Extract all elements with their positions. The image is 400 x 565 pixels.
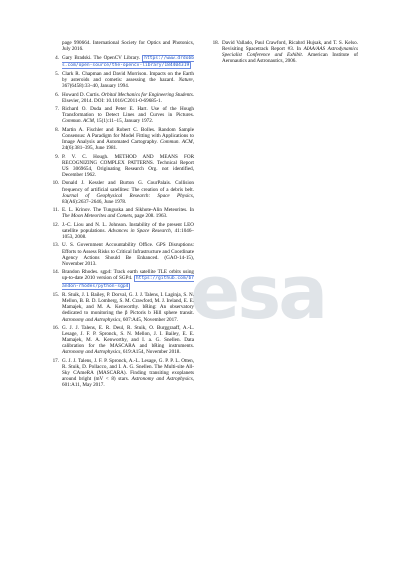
reference-entry bbox=[48, 242, 194, 267]
reference-entry bbox=[48, 71, 194, 89]
references-right-column bbox=[208, 40, 358, 67]
reference-venue: Astronomy and Astrophysics bbox=[62, 349, 121, 356]
reference-number: 14. bbox=[52, 269, 59, 276]
reference-entry bbox=[48, 207, 194, 219]
reference-number: 12. bbox=[52, 221, 59, 228]
reference-number: 11. bbox=[52, 207, 59, 214]
reference-text-segment: David Vallado, Paul Crawford, Ricahrd Hujsak, and T. S. Kelso. Revisiting Spacetrack Report #3. In bbox=[222, 40, 358, 53]
reference-entry bbox=[48, 154, 194, 179]
reference-entry bbox=[48, 127, 194, 152]
references-left-column bbox=[48, 40, 194, 391]
reference-number: 7. bbox=[55, 106, 59, 113]
reference-number: 10. bbox=[52, 180, 59, 187]
reference-entry bbox=[48, 106, 194, 124]
reference-number: 13. bbox=[52, 242, 59, 249]
reference-text-segment: . American Institute of Aeronautics and Astronautics, 2006. bbox=[222, 52, 358, 65]
reference-text-segment: G. J. J. Talens, E. R. Deul, R. Stuik, O. Burggraaff, A.-L. Lesage, J. F. P. Spronck, S. N. Mellon, J. I. Bailey, E. E. Mamajek, M. A. Kenworthy, and I. a. G. Snellen. Data calibration for the MASCARA and bRing instruments. bbox=[62, 324, 194, 350]
reference-text bbox=[62, 222, 194, 240]
reference-text bbox=[222, 40, 358, 65]
esa-watermark: esa bbox=[190, 250, 326, 336]
reference-text bbox=[62, 106, 194, 124]
reference-text-segment: , 15(1):11–15, January 1972. bbox=[93, 118, 154, 125]
reference-venue: Commun. ACM bbox=[62, 118, 94, 125]
reference-text-segment: Martin A. Fischler and Robert C. Bolles. Random Sample Consensus: A Paradigm for Model Fitting with Applications to Image Analysis and Automated Cartography. bbox=[62, 126, 194, 146]
reference-entry bbox=[48, 92, 194, 104]
reference-text bbox=[62, 40, 194, 52]
reference-entry bbox=[48, 180, 194, 205]
reference-text bbox=[62, 154, 194, 179]
reference-text-segment: Clark R. Chapman and David Morrison. Impacts on the Earth by asteroids and cometis: assessing the hazard. bbox=[62, 71, 194, 84]
reference-link[interactable]: https://github.com/brandon-rhodes/python-sgp4 bbox=[62, 276, 194, 289]
reference-text-segment: P. V. C. Hough. METHOD AND MEANS FOR RECOGNIZING COMPLEX PATTERNS. Technical Report US 3069654, Originating Research Org. not identified, December 1962. bbox=[62, 153, 194, 179]
reference-number: 17. bbox=[52, 357, 59, 364]
reference-text-segment: Gary Bradski. The OpenCV Library. bbox=[62, 54, 143, 61]
reference-text-segment: Donald J. Kessler and Burton G. CourPalais. Collision frequency of artificial satellites: The creation of a debris belt. bbox=[62, 180, 194, 193]
reference-number: 15. bbox=[52, 291, 59, 298]
reference-text-segment: , 367(6458):33–40, January 1994. bbox=[62, 77, 194, 90]
reference-venue: The Moon Meteorites and Comets bbox=[62, 213, 132, 220]
reference-number: 6. bbox=[55, 91, 59, 98]
reference-entry bbox=[48, 269, 194, 289]
reference-text-segment: , 83(A6):2637–2646, June 1978. bbox=[62, 192, 194, 205]
reference-venue: Advances in Space Research bbox=[108, 227, 171, 234]
reference-link[interactable]: https://www.drdobbs.com/open-source/the-opencv-library/184404319 bbox=[62, 55, 194, 68]
reference-number: 16. bbox=[52, 324, 59, 331]
reference-venue: Commun. ACM bbox=[159, 139, 193, 146]
reference-number: 5. bbox=[55, 71, 59, 77]
reference-text bbox=[62, 55, 194, 69]
reference-text bbox=[62, 358, 194, 389]
reference-venue: Journal of Geophysical Research: Space Physics bbox=[62, 192, 193, 199]
reference-text-segment: , 41:1046–1053, 2008. bbox=[62, 227, 194, 241]
reference-venue: Astronomy and Astrophysics bbox=[131, 376, 193, 383]
reference-text-segment: . Elsevier, 2014. DOI: 10.1016/C2011-0-69685-1. bbox=[62, 91, 194, 104]
reference-text-segment: , 24(6):381–395, June 1981. bbox=[62, 139, 194, 152]
reference-text-segment: R. Stuik, J. I. Bailey, P. Dorval, G. J. J. Talens, I. Laginja, S. N. Mellon, B. B. D. Lomberg, S. M. Crawford, M. J. Ireland, E. E. Mamajek, and M. A. Kenworthy. bRing: An observatory dedicated to monitoring the β Pictoris b Hill sphere transit. bbox=[62, 291, 194, 317]
reference-text-segment: U. S. Government Accountability Office. GPS Disruptions: Efforts to Assess Risks to Critical Infrastructure and Coordinate Agency Actions Should Be Enhanced. (GAO-14-15), November 2013. bbox=[62, 242, 194, 267]
reference-entry bbox=[48, 292, 194, 323]
reference-text bbox=[62, 242, 194, 267]
reference-text bbox=[62, 207, 194, 219]
reference-text-segment: , 607:A45, November 2017. bbox=[120, 316, 179, 323]
reference-number: 18. bbox=[212, 40, 219, 46]
reference-text-segment: , 619:A154, November 2018. bbox=[120, 349, 181, 356]
reference-text-segment: Richard O. Duda and Peter E. Hart. Use of the Hough Transformation to Detect Lines and Curves in Pictures. bbox=[62, 106, 194, 119]
reference-text-segment: Howard D. Curtis. bbox=[62, 91, 102, 98]
reference-text bbox=[62, 269, 194, 289]
reference-number: 4. bbox=[55, 54, 59, 61]
reference-text-segment: , 601:A11, May 2017. bbox=[62, 376, 195, 389]
reference-venue: Orbital Mechanics for Engineering Students bbox=[101, 91, 193, 98]
reference-number: 9. bbox=[55, 153, 59, 160]
reference-text bbox=[62, 92, 194, 104]
reference-text-segment: page 990664. International Society for Optics and Photonics, July 2016. bbox=[62, 40, 194, 53]
reference-entry bbox=[208, 40, 358, 65]
reference-text-segment: G. J. J. Talens, J. F. P. Spronck, A.-L. Lesage, G. P. P. L. Otten, R. Stuik, D. Pollacco, and I. A. G. Snellen. The Multi-site All-Sky CAmeRA (MASCARA). Finding transiting exoplanets around bright (mV < 8) stars. bbox=[62, 357, 194, 383]
reference-text-segment: Brandon Rhodes. sgp4: Track earth satellite TLE orbits using up-to-date 2010 version of SGP4. bbox=[62, 269, 194, 282]
reference-text bbox=[62, 325, 194, 356]
reference-text bbox=[62, 292, 194, 323]
reference-text bbox=[62, 71, 194, 89]
reference-text-segment: , page 208. 1963. bbox=[131, 213, 168, 220]
reference-entry bbox=[48, 358, 194, 389]
reference-entry bbox=[48, 55, 194, 69]
reference-entry bbox=[48, 40, 194, 52]
reference-number: 8. bbox=[55, 126, 59, 133]
reference-text bbox=[62, 180, 194, 205]
reference-venue: Astronomy and Astrophysics bbox=[62, 316, 121, 323]
reference-venue: Nature bbox=[178, 77, 193, 84]
reference-entry bbox=[48, 222, 194, 240]
reference-text-segment: J.-C. Liou and N. L. Johnson. Instability of the present LEO satellite populations. bbox=[62, 221, 194, 234]
reference-text-segment: E. L. Krinov. The Tunguska and Sikhote-Alin Meteorites. In bbox=[62, 207, 194, 214]
reference-entry bbox=[48, 325, 194, 356]
reference-text bbox=[62, 127, 194, 152]
reference-venue: AIAA/AAS Astrodynamics Specialist Conference and Exhibit bbox=[222, 46, 359, 59]
